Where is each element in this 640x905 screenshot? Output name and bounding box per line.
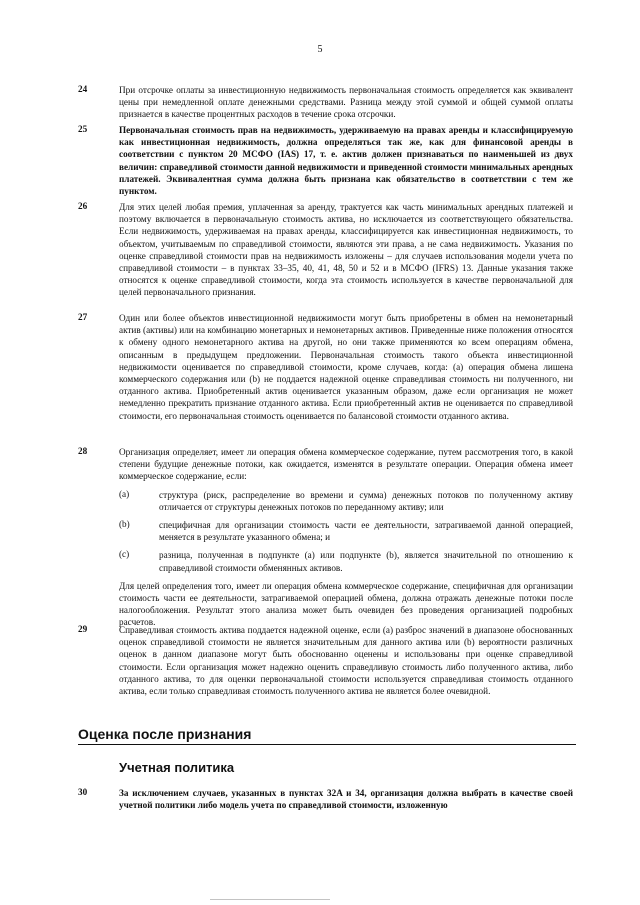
paragraph-text: Справедливая стоимость актива поддается надежной оценке, если (a) разброс значений в диапазоне обоснованных оценок справедливой стоимости не является значительным для данного актива или (b) вероятности различных оценок в данном диапазоне могут быть обоснованно оценены и использованы при оценке справедливой стоимости. Если организация может надежно оценить справедливую стоимость либо полученного актива, либо отданного актива, то для оценки первоначальной стоимости используется справедливая стоимость отданного актива, если только справедливая стоимость полученного актива не является более очевидной.	[119, 625, 573, 697]
paragraph-number: 24	[78, 84, 88, 94]
paragraph-30	[78, 787, 573, 811]
paragraph-29	[78, 624, 573, 697]
paragraph-text: Первоначальная стоимость прав на недвижимость, удерживаемую на правах аренды и классифицируемую как инвестиционная недвижимость, должна определяться так же, как для финансовой аренды в соответствии с пунктом 20 МСФО (IAS) 17, т. е. актив должен признаваться по наименьшей из двух величин: справедливой стоимости данной недвижимости и приведенной стоимости минимальных арендных платежей. Эквивалентная сумма должна быть признана как обязательство в соответствии с тем же пунктом.	[119, 125, 573, 197]
paragraph-number: 25	[78, 124, 88, 134]
list-item-b	[119, 519, 573, 543]
list-item-text: специфичная для организации стоимость части ее деятельности, затрагиваемой данной операцией, меняется в результате указанного обмена; и	[159, 520, 573, 543]
paragraph-text: При отсрочке оплаты за инвестиционную недвижимость первоначальная стоимость определяется как эквивалент цены при немедленной оплате денежными средствами. Разница между этой суммой и общей суммой оплаты признается в качестве процентных расходов в течение срока отсрочки.	[119, 85, 573, 120]
scan-artifact-line	[210, 899, 330, 900]
paragraph-24	[78, 84, 573, 121]
paragraph-number: 30	[78, 787, 88, 797]
paragraph-28	[78, 446, 573, 629]
paragraph-text: Один или более объектов инвестиционной недвижимости могут быть приобретены в обмен на немонетарный актив (активы) или на комбинацию монетарных и немонетарных активов. Приведенные ниже положения относятся к обмену одного немонетарного актива на другой, но они также применяются ко всем операциям обмена, описанным в предыдущем предложении. Первоначальная стоимость такого объекта инвестиционной недвижимости оценивается по справедливой стоимости, кроме случаев, когда: (a) операция обмена лишена коммерческого содержания или (b) не поддается надежной оценке справедливая стоимость ни полученного, ни отданного актива. Приобретенный актив оценивается указанным образом, даже если организация не может немедленно прекратить признание отданного актива. Если приобретенный актив не оценивается по справедливой стоимости, его первоначальная стоимость оценивается по балансовой стоимости отданного актива.	[119, 313, 573, 421]
paragraph-number: 29	[78, 624, 88, 634]
page-number: 5	[317, 44, 323, 55]
paragraph-text: Для этих целей любая премия, уплаченная за аренду, трактуется как часть минимальных арендных платежей и поэтому включается в первоначальную стоимость актива, но исключается из соответствующего обязательства. Если недвижимость, удерживаемая на правах аренды, классифицируется как инвестиционная недвижимость, то объектом, учитываемым по справедливой стоимости, являются эти права, а не сама недвижимость. Указания по оценке справедливой стоимости прав на недвижимость изложены – для случаев использования модели учета по справедливой стоимости – в пунктах 33–35, 40, 41, 48, 50 и 52 и в МСФО (IFRS) 13. Данные указания также относятся к оценке справедливой стоимости, когда эта стоимость используется в качестве первоначальной для целей первоначального признания.	[119, 202, 573, 298]
paragraph-26	[78, 201, 573, 299]
paragraph-continuation: Для целей определения того, имеет ли операция обмена коммерческое содержание, специфичная для организации стоимость части ее деятельности, затрагиваемой операцией обмена, должна отражать денежные потоки после налогообложения. Результат этого анализа может быть очевиден без проведения организацией подробных расчетов.	[119, 580, 573, 628]
list-item-text: разница, полученная в подпункте (a) или подпункте (b), является значительной по отношению к справедливой стоимости обменянных активов.	[159, 550, 573, 573]
list-item-text: структура (риск, распределение во времени и сумма) денежных потоков по полученному активу отличается от структуры денежных потоков по переданному активу; или	[159, 489, 573, 512]
paragraph-number: 26	[78, 201, 88, 211]
list-item-label: (a)	[119, 488, 130, 499]
paragraph-text: Организация определяет, имеет ли операция обмена коммерческое содержание, путем рассмотрения того, в какой степени будущие денежные потоки, как ожидается, изменятся в результате операции. Операция обмена имеет коммерческое содержание, если:	[119, 447, 573, 482]
paragraph-number: 28	[78, 446, 88, 456]
list-item-a	[119, 489, 573, 513]
paragraph-27	[78, 312, 573, 422]
paragraph-number: 27	[78, 312, 88, 322]
paragraph-25	[78, 124, 573, 197]
subsection-heading: Учетная политика	[119, 760, 235, 775]
list-item-label: (b)	[119, 519, 130, 530]
list-item-c	[119, 549, 573, 573]
paragraph-text: За исключением случаев, указанных в пунктах 32A и 34, организация должна выбрать в качестве своей учетной политики либо модель учета по справедливой стоимости, изложенную	[119, 788, 573, 811]
list-item-label: (c)	[119, 549, 130, 560]
section-heading: Оценка после признания	[78, 726, 576, 745]
